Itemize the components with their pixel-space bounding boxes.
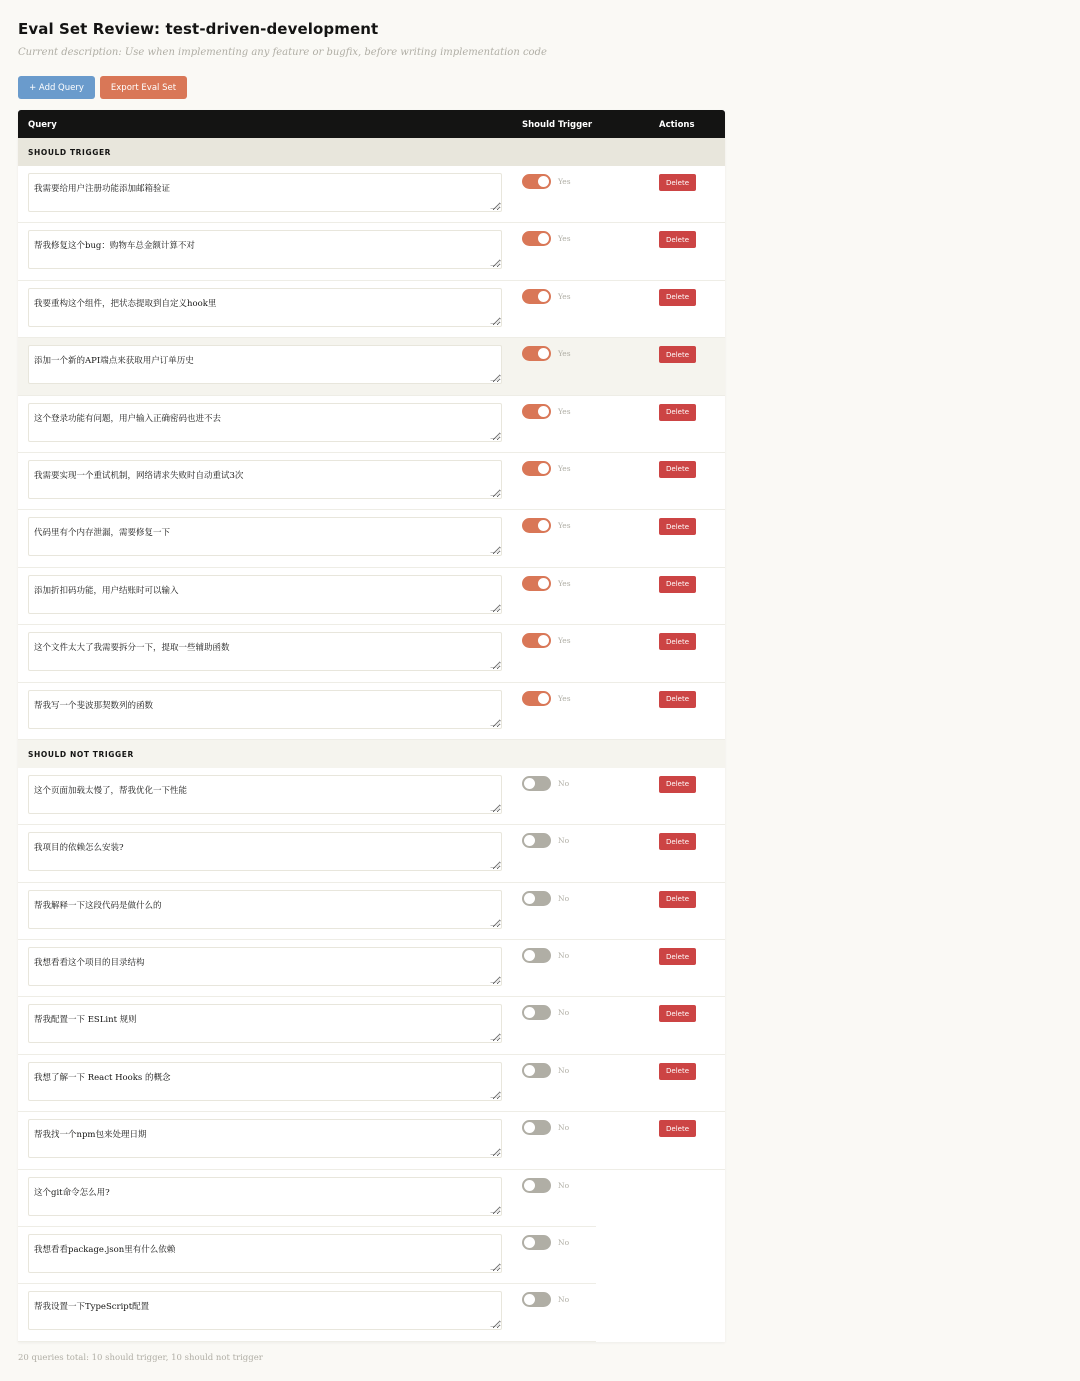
should-trigger-toggle[interactable] — [522, 289, 551, 304]
query-text: 我想了解一下 React Hooks 的概念 — [34, 1072, 171, 1083]
toggle-state-label: Yes — [558, 406, 571, 416]
toggle-knob — [524, 1007, 535, 1018]
toggle-knob — [524, 835, 535, 846]
toggle-knob — [538, 693, 549, 704]
query-textarea[interactable] — [28, 517, 502, 556]
query-text: 我要重构这个组件，把状态提取到自定义hook里 — [34, 298, 217, 309]
table-row — [18, 338, 725, 395]
page-title: Eval Set Review: test-driven-development — [18, 20, 379, 38]
resize-handle-icon[interactable] — [490, 720, 502, 726]
toggle-state-label: No — [558, 1065, 570, 1075]
should-trigger-toggle[interactable] — [522, 633, 551, 648]
toggle-state-label: No — [558, 893, 570, 903]
resize-handle-icon[interactable] — [490, 662, 502, 668]
toggle-knob — [538, 176, 549, 187]
table-row — [18, 825, 725, 882]
should-trigger-toggle[interactable] — [522, 1120, 551, 1135]
resize-handle-icon[interactable] — [490, 203, 502, 209]
resize-handle-icon[interactable] — [490, 260, 502, 266]
query-textarea[interactable] — [28, 1291, 502, 1330]
query-textarea[interactable] — [28, 460, 502, 499]
toggle-state-label: Yes — [558, 693, 571, 703]
table-row — [18, 1055, 725, 1112]
delete-button[interactable]: Delete — [659, 1063, 696, 1080]
table-row — [18, 510, 725, 567]
delete-button[interactable]: Delete — [659, 576, 696, 593]
should-trigger-toggle[interactable] — [522, 1063, 551, 1078]
should-trigger-rows — [18, 166, 725, 740]
should-trigger-toggle[interactable] — [522, 1235, 551, 1250]
query-text: 帮我写一个斐波那契数列的函数 — [34, 700, 154, 711]
query-textarea[interactable] — [28, 1234, 502, 1273]
resize-handle-icon[interactable] — [490, 1321, 502, 1327]
should-trigger-toggle[interactable] — [522, 1178, 551, 1193]
section-label: SHOULD NOT TRIGGER — [28, 749, 134, 759]
toggle-knob — [538, 291, 549, 302]
query-text: 这个登录功能有问题，用户输入正确密码也进不去 — [34, 413, 222, 424]
resize-handle-icon[interactable] — [490, 805, 502, 811]
query-textarea[interactable] — [28, 947, 502, 986]
query-textarea[interactable] — [28, 345, 502, 384]
query-text: 我需要实现一个重试机制，网络请求失败时自动重试3次 — [34, 470, 244, 481]
query-text: 这个文件太大了我需要拆分一下，提取一些辅助函数 — [34, 643, 230, 654]
eval-table — [18, 110, 725, 1342]
summary-footer: 20 queries total: 10 should trigger, 10 should not trigger — [18, 1353, 263, 1363]
delete-button[interactable]: Delete — [659, 289, 696, 306]
table-row — [18, 1284, 596, 1341]
resize-handle-icon[interactable] — [490, 547, 502, 553]
table-row — [18, 683, 725, 740]
query-text: 代码里有个内存泄漏，需要修复一下 — [34, 528, 171, 539]
query-text: 我项目的依赖怎么安装? — [34, 843, 124, 854]
query-textarea[interactable] — [28, 1062, 502, 1101]
query-textarea[interactable] — [28, 890, 502, 929]
should-trigger-toggle[interactable] — [522, 461, 551, 476]
toggle-knob — [524, 1237, 535, 1248]
toggle-state-label: Yes — [558, 463, 571, 473]
should-not-trigger-rows — [18, 768, 725, 1342]
resize-handle-icon[interactable] — [490, 1034, 502, 1040]
query-text: 添加一个新的API端点来获取用户订单历史 — [34, 356, 194, 367]
delete-button[interactable]: Delete — [659, 776, 696, 793]
toggle-state-label: No — [558, 1238, 570, 1248]
toggle-knob — [538, 233, 549, 244]
toggle-state-label: Yes — [558, 291, 571, 301]
delete-button[interactable]: Delete — [659, 891, 696, 908]
table-row — [18, 883, 725, 940]
query-textarea[interactable] — [28, 775, 502, 814]
add-query-button[interactable]: + Add Query — [18, 76, 95, 99]
query-text: 帮我找一个npm包来处理日期 — [34, 1130, 147, 1141]
toggle-knob — [538, 348, 549, 359]
query-textarea[interactable] — [28, 230, 502, 269]
should-trigger-toggle[interactable] — [522, 346, 551, 361]
column-header-query: Query — [28, 120, 57, 130]
delete-button[interactable]: Delete — [659, 833, 696, 850]
resize-handle-icon[interactable] — [490, 1092, 502, 1098]
delete-button[interactable]: Delete — [659, 1005, 696, 1022]
resize-handle-icon[interactable] — [490, 375, 502, 381]
table-row — [18, 223, 725, 280]
toggle-state-label: No — [558, 1123, 570, 1133]
section-label: SHOULD TRIGGER — [28, 148, 112, 157]
toggle-knob — [524, 1065, 535, 1076]
query-textarea[interactable] — [28, 832, 502, 871]
table-row — [18, 768, 725, 825]
table-row — [18, 1170, 596, 1227]
toggle-knob — [524, 778, 535, 789]
resize-handle-icon[interactable] — [490, 1264, 502, 1270]
toggle-knob — [524, 1294, 535, 1305]
query-textarea[interactable] — [28, 1177, 502, 1216]
resize-handle-icon[interactable] — [490, 977, 502, 983]
query-text: 添加折扣码功能，用户结账时可以输入 — [34, 585, 179, 596]
toggle-knob — [524, 1180, 535, 1191]
table-row — [18, 940, 725, 997]
resize-handle-icon[interactable] — [490, 605, 502, 611]
toolbar — [18, 76, 187, 99]
toggle-state-label: Yes — [558, 177, 571, 186]
delete-button[interactable]: Delete — [659, 461, 696, 478]
should-trigger-toggle[interactable] — [522, 576, 551, 591]
toggle-knob — [538, 463, 549, 474]
query-text: 帮我设置一下TypeScript配置 — [34, 1302, 150, 1313]
query-text: 帮我配置一下 ESLint 规则 — [34, 1015, 137, 1026]
query-textarea[interactable] — [28, 575, 502, 614]
should-trigger-toggle[interactable] — [522, 891, 551, 906]
delete-button[interactable]: Delete — [659, 633, 696, 650]
should-trigger-toggle[interactable] — [522, 1292, 551, 1307]
query-textarea[interactable] — [28, 1004, 502, 1043]
should-trigger-toggle[interactable] — [522, 776, 551, 791]
delete-button[interactable]: Delete — [659, 691, 696, 708]
should-trigger-toggle[interactable] — [522, 691, 551, 706]
should-trigger-toggle[interactable] — [522, 518, 551, 533]
resize-handle-icon[interactable] — [490, 318, 502, 324]
table-row — [18, 1227, 596, 1284]
toggle-knob — [524, 1122, 535, 1133]
should-trigger-toggle[interactable] — [522, 1005, 551, 1020]
should-trigger-toggle[interactable] — [522, 231, 551, 246]
toggle-state-label: No — [558, 836, 570, 846]
resize-handle-icon[interactable] — [490, 1149, 502, 1155]
section-should-trigger — [18, 138, 725, 166]
query-textarea[interactable] — [28, 288, 502, 327]
toggle-state-label: No — [558, 1008, 570, 1018]
column-header-actions: Actions — [659, 120, 695, 130]
resize-handle-icon[interactable] — [490, 433, 502, 439]
query-text: 帮我解释一下这段代码是做什么的 — [34, 900, 162, 911]
toggle-state-label: Yes — [558, 578, 571, 588]
delete-button[interactable]: Delete — [659, 346, 696, 363]
export-eval-set-button[interactable]: Export Eval Set — [100, 76, 187, 99]
table-row — [18, 997, 725, 1054]
toggle-knob — [524, 950, 535, 961]
toggle-state-label: No — [558, 778, 570, 788]
toggle-state-label: No — [558, 1180, 570, 1190]
query-text: 我需要给用户注册功能添加邮箱验证 — [34, 184, 171, 194]
table-row — [18, 166, 725, 223]
table-header — [18, 110, 725, 138]
query-textarea[interactable] — [28, 632, 502, 671]
toggle-state-label: Yes — [558, 349, 571, 359]
current-description: Current description: Use when implementing any feature or bugfix, before writing implementation code — [18, 47, 547, 58]
query-text: 帮我修复这个bug：购物车总金额计算不对 — [34, 241, 195, 252]
resize-handle-icon[interactable] — [490, 1207, 502, 1213]
query-text: 这个页面加载太慢了，帮我优化一下性能 — [34, 785, 188, 796]
should-trigger-toggle[interactable] — [522, 404, 551, 419]
delete-button[interactable]: Delete — [659, 231, 696, 248]
toggle-knob — [524, 893, 535, 904]
toggle-state-label: Yes — [558, 521, 571, 531]
column-header-should-trigger: Should Trigger — [522, 120, 593, 130]
query-text: 这个git命令怎么用? — [34, 1187, 110, 1198]
table-row — [18, 453, 725, 510]
query-text: 我想看看这个项目的目录结构 — [34, 958, 145, 969]
should-trigger-toggle[interactable] — [522, 174, 551, 189]
toggle-knob — [538, 578, 549, 589]
table-row — [18, 625, 725, 682]
table-row — [18, 396, 725, 453]
query-text: 我想看看package.json里有什么依赖 — [34, 1245, 176, 1256]
toggle-state-label: No — [558, 1295, 570, 1305]
toggle-knob — [538, 635, 549, 646]
query-textarea[interactable] — [28, 1119, 502, 1158]
table-row — [18, 568, 725, 625]
resize-handle-icon[interactable] — [490, 490, 502, 496]
toggle-state-label: Yes — [558, 234, 571, 244]
toggle-state-label: Yes — [558, 636, 571, 646]
table-row — [18, 1112, 725, 1169]
table-row — [18, 281, 725, 338]
should-trigger-toggle[interactable] — [522, 948, 551, 963]
delete-button[interactable]: Delete — [659, 948, 696, 965]
delete-button[interactable]: Delete — [659, 174, 696, 191]
should-trigger-toggle[interactable] — [522, 833, 551, 848]
delete-button[interactable]: Delete — [659, 404, 696, 421]
resize-handle-icon[interactable] — [490, 862, 502, 868]
toggle-state-label: No — [558, 951, 570, 961]
resize-handle-icon[interactable] — [490, 920, 502, 926]
toggle-knob — [538, 406, 549, 417]
query-textarea[interactable] — [28, 173, 502, 212]
delete-button[interactable]: Delete — [659, 518, 696, 535]
delete-button[interactable]: Delete — [659, 1120, 696, 1137]
query-textarea[interactable] — [28, 403, 502, 442]
section-should-not-trigger — [18, 740, 725, 768]
query-textarea[interactable] — [28, 690, 502, 729]
toggle-knob — [538, 520, 549, 531]
